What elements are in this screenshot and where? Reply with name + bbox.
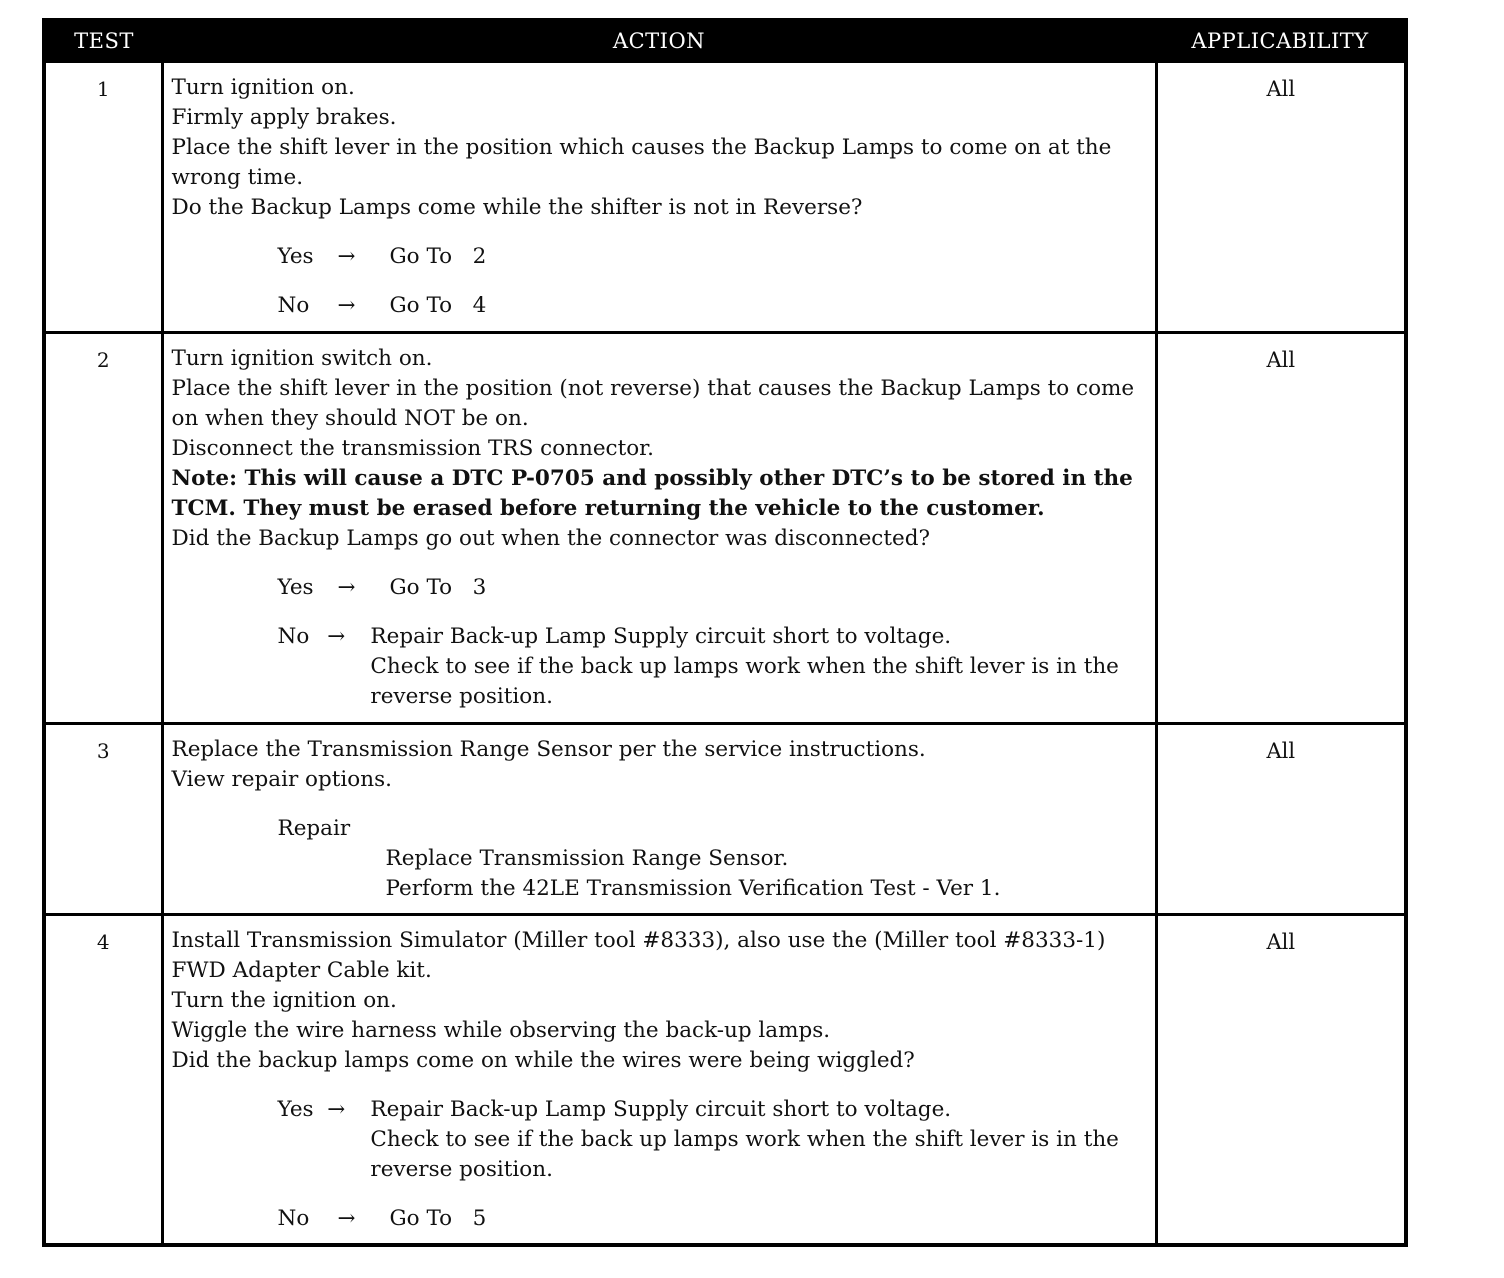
no-option xyxy=(172,1204,1149,1234)
repair-option xyxy=(172,814,1149,904)
arrow-icon: → xyxy=(337,1206,356,1231)
repair-item: Replace Transmission Range Sensor. xyxy=(385,846,789,871)
action-step: Replace the Transmission Range Sensor per the service instructions. xyxy=(171,737,926,762)
no-result-line: Repair Back-up Lamp Supply circuit short to voltage. xyxy=(370,624,952,649)
yes-result-line: Check to see if the back up lamps work when the shift lever is in the reverse position. xyxy=(370,1127,1119,1182)
action-step: Turn the ignition on. xyxy=(171,988,397,1013)
action-cell xyxy=(162,62,1156,333)
no-result xyxy=(370,622,1148,712)
test-number: 1 xyxy=(44,62,162,333)
yes-option xyxy=(172,1095,1149,1185)
action-step: Do the Backup Lamps come while the shifter is not in Reverse? xyxy=(171,195,863,220)
arrow-icon: → xyxy=(337,575,356,600)
no-label: No xyxy=(277,293,310,318)
test-number: 3 xyxy=(44,724,162,915)
yes-label: Yes xyxy=(277,575,314,600)
yes-result: Go To 3 xyxy=(389,575,487,600)
action-step: Wiggle the wire harness while observing the back-up lamps. xyxy=(171,1018,831,1043)
yes-result: Go To 2 xyxy=(389,244,487,269)
action-step: Disconnect the transmission TRS connector. xyxy=(171,436,654,461)
action-question: Did the Backup Lamps go out when the connector was disconnected? xyxy=(171,526,931,551)
action-step: Did the backup lamps come on while the wires were being wiggled? xyxy=(171,1048,915,1073)
no-option xyxy=(172,622,1149,712)
table-header-row xyxy=(44,20,1406,62)
table-row xyxy=(44,724,1406,915)
repair-item: Perform the 42LE Transmission Verification Test - Ver 1. xyxy=(385,876,1001,901)
header-action: ACTION xyxy=(162,20,1156,62)
header-applicability: APPLICABILITY xyxy=(1156,20,1406,62)
table-row xyxy=(44,915,1406,1245)
applicability-value: All xyxy=(1156,915,1406,1245)
arrow-icon: → xyxy=(337,293,356,318)
applicability-value: All xyxy=(1156,62,1406,333)
table-row xyxy=(44,62,1406,333)
no-label: No xyxy=(277,1206,310,1231)
action-cell xyxy=(162,333,1156,724)
no-label: No xyxy=(277,624,310,649)
action-step: Turn ignition on. xyxy=(171,75,355,100)
arrow-icon: → xyxy=(327,1097,346,1122)
action-step: Place the shift lever in the position (not reverse) that causes the Backup Lamps to come on when they should NOT be on. xyxy=(171,376,1135,431)
yes-label: Yes xyxy=(277,1097,314,1122)
header-test: TEST xyxy=(44,20,162,62)
no-option xyxy=(172,291,1149,321)
yes-option xyxy=(172,573,1149,603)
action-step: Install Transmission Simulator (Miller tool #8333), also use the (Miller tool #8333-1) FWD Adapter Cable kit. xyxy=(171,928,1106,983)
applicability-value: All xyxy=(1156,724,1406,915)
warning-note: Note: This will cause a DTC P-0705 and possibly other DTC’s to be stored in the TCM. They must be erased before returning the vehicle to the customer. xyxy=(171,466,1133,521)
test-number: 4 xyxy=(44,915,162,1245)
test-number: 2 xyxy=(44,333,162,724)
no-result-line: Check to see if the back up lamps work when the shift lever is in the reverse position. xyxy=(370,654,1119,709)
diagnostic-test-table xyxy=(42,18,1408,1247)
table-row xyxy=(44,333,1406,724)
action-cell xyxy=(162,915,1156,1245)
yes-label: Yes xyxy=(277,244,314,269)
arrow-icon: → xyxy=(327,624,346,649)
repair-items xyxy=(278,844,1149,904)
yes-option xyxy=(172,242,1149,272)
action-step: Place the shift lever in the position which causes the Backup Lamps to come on at the wrong time. xyxy=(171,135,1112,190)
action-step: View repair options. xyxy=(171,767,392,792)
no-result: Go To 4 xyxy=(389,293,487,318)
arrow-icon: → xyxy=(337,244,356,269)
action-cell xyxy=(162,724,1156,915)
action-step: Firmly apply brakes. xyxy=(171,105,397,130)
applicability-value: All xyxy=(1156,333,1406,724)
no-result: Go To 5 xyxy=(389,1206,487,1231)
repair-label: Repair xyxy=(277,816,351,841)
action-step: Turn ignition switch on. xyxy=(171,346,433,371)
yes-result xyxy=(370,1095,1148,1185)
yes-result-line: Repair Back-up Lamp Supply circuit short to voltage. xyxy=(370,1097,952,1122)
